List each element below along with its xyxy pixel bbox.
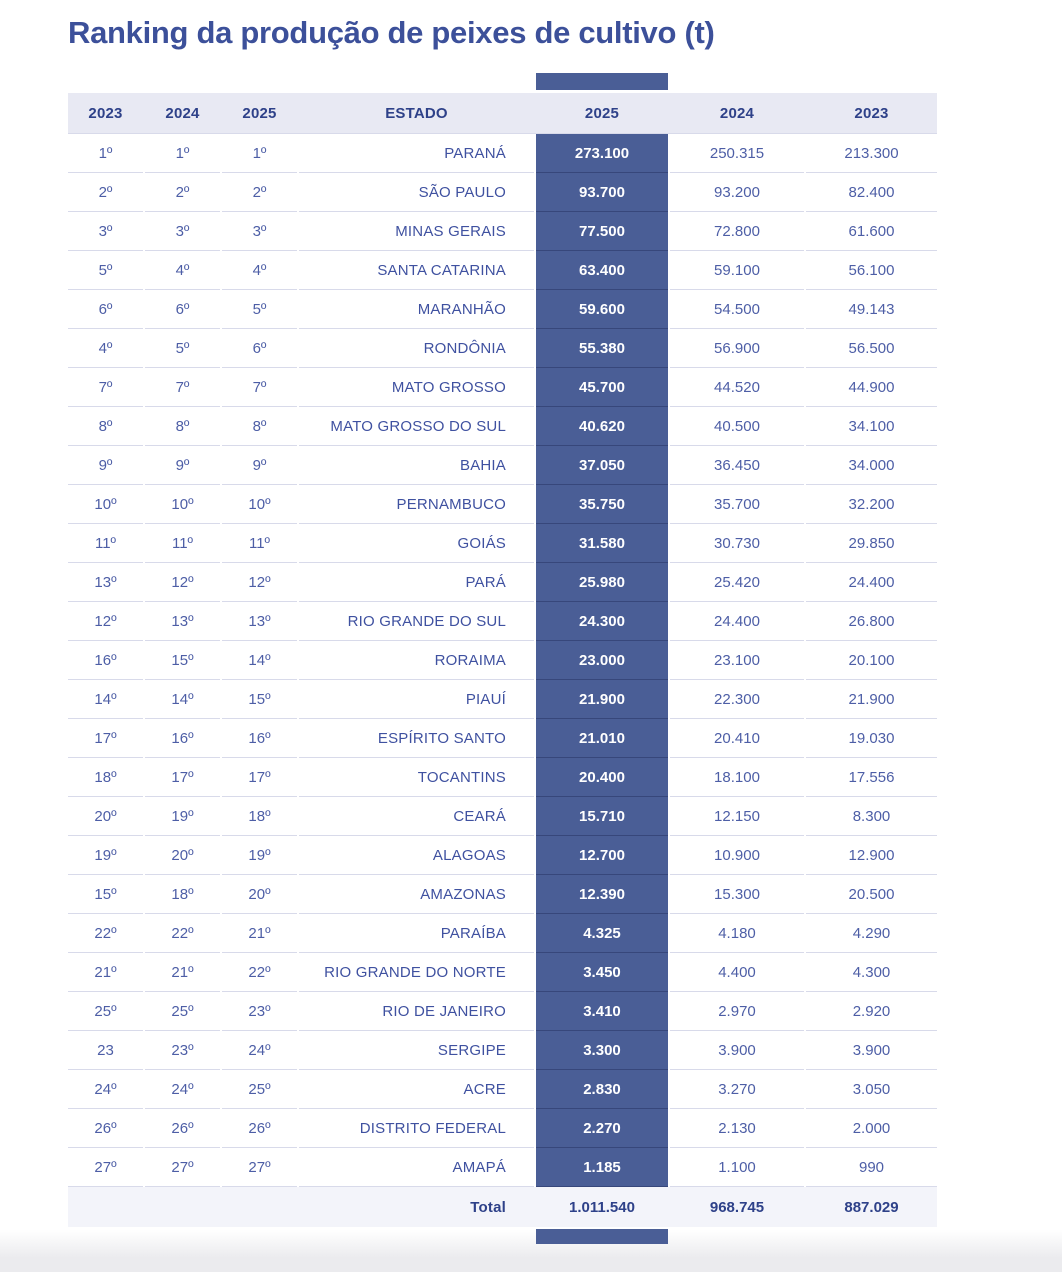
rank-2023-cell: 14º	[68, 680, 143, 719]
value-2024-cell: 250.315	[670, 134, 804, 173]
table-total-row	[68, 1187, 937, 1227]
state-name-cell: RONDÔNIA	[299, 329, 534, 368]
rank-2024-cell: 17º	[145, 758, 220, 797]
rank-2024-cell: 13º	[145, 602, 220, 641]
rank-2025-cell: 22º	[222, 953, 297, 992]
value-2025-cell: 40.620	[536, 407, 668, 446]
value-2025-cell: 4.325	[536, 914, 668, 953]
value-2025-cell: 273.100	[536, 134, 668, 173]
rank-2024-cell: 5º	[145, 329, 220, 368]
header-rank-2025: 2025	[242, 104, 277, 122]
value-2025-cell: 2.270	[536, 1109, 668, 1148]
rank-2024-cell: 27º	[145, 1148, 220, 1187]
value-2023-cell: 20.100	[806, 641, 937, 680]
state-name-cell: PARANÁ	[299, 134, 534, 173]
value-2023-cell: 44.900	[806, 368, 937, 407]
rank-2025-cell: 24º	[222, 1031, 297, 1070]
state-name-cell: GOIÁS	[299, 524, 534, 563]
table-row	[68, 836, 937, 875]
rank-2025-cell: 17º	[222, 758, 297, 797]
rank-2025-cell: 19º	[222, 836, 297, 875]
value-2025-cell: 3.410	[536, 992, 668, 1031]
header-rank-2023: 2023	[88, 104, 123, 122]
value-2025-cell: 2.830	[536, 1070, 668, 1109]
value-2024-cell: 10.900	[670, 836, 804, 875]
value-2024-cell: 4.400	[670, 953, 804, 992]
value-2025-cell: 3.450	[536, 953, 668, 992]
state-name-cell: PARAÍBA	[299, 914, 534, 953]
value-2023-cell: 4.300	[806, 953, 937, 992]
rank-2025-cell: 13º	[222, 602, 297, 641]
rank-2024-cell: 14º	[145, 680, 220, 719]
value-2025-cell: 37.050	[536, 446, 668, 485]
value-2023-cell: 3.050	[806, 1070, 937, 1109]
table-row	[68, 173, 937, 212]
value-2024-cell: 18.100	[670, 758, 804, 797]
value-2023-cell: 29.850	[806, 524, 937, 563]
table-header-row	[68, 93, 937, 134]
rank-2025-cell: 7º	[222, 368, 297, 407]
header-rank-2024: 2024	[165, 104, 200, 122]
value-2023-cell: 19.030	[806, 719, 937, 758]
value-2023-cell: 990	[806, 1148, 937, 1187]
value-2023-cell: 34.100	[806, 407, 937, 446]
state-name-cell: TOCANTINS	[299, 758, 534, 797]
rank-2023-cell: 26º	[68, 1109, 143, 1148]
rank-2024-cell: 22º	[145, 914, 220, 953]
rank-2025-cell: 18º	[222, 797, 297, 836]
rank-2024-cell: 12º	[145, 563, 220, 602]
value-2025-cell: 31.580	[536, 524, 668, 563]
value-2024-cell: 24.400	[670, 602, 804, 641]
state-name-cell: BAHIA	[299, 446, 534, 485]
rank-2025-cell: 23º	[222, 992, 297, 1031]
rank-2023-cell: 12º	[68, 602, 143, 641]
value-2025-cell: 63.400	[536, 251, 668, 290]
value-2025-cell: 12.700	[536, 836, 668, 875]
value-2025-cell: 77.500	[536, 212, 668, 251]
table-row	[68, 602, 937, 641]
table-row	[68, 134, 937, 173]
rank-2025-cell: 5º	[222, 290, 297, 329]
state-name-cell: DISTRITO FEDERAL	[299, 1109, 534, 1148]
rank-2023-cell: 16º	[68, 641, 143, 680]
highlight-column-top-cap	[536, 73, 668, 90]
rank-2025-cell: 1º	[222, 134, 297, 173]
value-2025-cell: 93.700	[536, 173, 668, 212]
rank-2024-cell: 11º	[145, 524, 220, 563]
value-2023-cell: 2.920	[806, 992, 937, 1031]
rank-2023-cell: 20º	[68, 797, 143, 836]
rank-2024-cell: 25º	[145, 992, 220, 1031]
rank-2025-cell: 15º	[222, 680, 297, 719]
rank-2025-cell: 6º	[222, 329, 297, 368]
value-2023-cell: 17.556	[806, 758, 937, 797]
value-2024-cell: 30.730	[670, 524, 804, 563]
rank-2025-cell: 4º	[222, 251, 297, 290]
value-2024-cell: 23.100	[670, 641, 804, 680]
table-row	[68, 641, 937, 680]
value-2024-cell: 2.970	[670, 992, 804, 1031]
total-empty-rank-2025	[222, 1187, 297, 1227]
total-empty-rank-2024	[145, 1187, 220, 1227]
state-name-cell: AMAPÁ	[299, 1148, 534, 1187]
total-value-2025: 1.011.540	[569, 1198, 635, 1216]
state-name-cell: CEARÁ	[299, 797, 534, 836]
rank-2023-cell: 4º	[68, 329, 143, 368]
value-2025-cell: 15.710	[536, 797, 668, 836]
rank-2023-cell: 7º	[68, 368, 143, 407]
table-row	[68, 485, 937, 524]
value-2025-cell: 23.000	[536, 641, 668, 680]
state-name-cell: ACRE	[299, 1070, 534, 1109]
state-name-cell: RIO GRANDE DO NORTE	[299, 953, 534, 992]
table-row	[68, 212, 937, 251]
value-2023-cell: 32.200	[806, 485, 937, 524]
rank-2025-cell: 11º	[222, 524, 297, 563]
rank-2024-cell: 8º	[145, 407, 220, 446]
table-row	[68, 407, 937, 446]
table-row	[68, 563, 937, 602]
rank-2023-cell: 23	[68, 1031, 143, 1070]
rank-2025-cell: 14º	[222, 641, 297, 680]
value-2023-cell: 61.600	[806, 212, 937, 251]
rank-2023-cell: 2º	[68, 173, 143, 212]
value-2024-cell: 59.100	[670, 251, 804, 290]
value-2024-cell: 4.180	[670, 914, 804, 953]
ranking-table	[68, 93, 937, 1227]
value-2024-cell: 3.900	[670, 1031, 804, 1070]
value-2025-cell: 20.400	[536, 758, 668, 797]
table-row	[68, 680, 937, 719]
value-2023-cell: 49.143	[806, 290, 937, 329]
rank-2023-cell: 19º	[68, 836, 143, 875]
state-name-cell: PERNAMBUCO	[299, 485, 534, 524]
value-2025-cell: 55.380	[536, 329, 668, 368]
value-2024-cell: 40.500	[670, 407, 804, 446]
value-2023-cell: 24.400	[806, 563, 937, 602]
rank-2025-cell: 12º	[222, 563, 297, 602]
value-2024-cell: 3.270	[670, 1070, 804, 1109]
table-row	[68, 1031, 937, 1070]
state-name-cell: ESPÍRITO SANTO	[299, 719, 534, 758]
rank-2025-cell: 25º	[222, 1070, 297, 1109]
rank-2024-cell: 3º	[145, 212, 220, 251]
value-2024-cell: 44.520	[670, 368, 804, 407]
rank-2024-cell: 7º	[145, 368, 220, 407]
value-2023-cell: 34.000	[806, 446, 937, 485]
state-name-cell: SÃO PAULO	[299, 173, 534, 212]
rank-2025-cell: 9º	[222, 446, 297, 485]
header-value-2024: 2024	[719, 104, 755, 122]
rank-2023-cell: 3º	[68, 212, 143, 251]
value-2023-cell: 2.000	[806, 1109, 937, 1148]
value-2024-cell: 36.450	[670, 446, 804, 485]
rank-2023-cell: 1º	[68, 134, 143, 173]
value-2024-cell: 56.900	[670, 329, 804, 368]
rank-2024-cell: 9º	[145, 446, 220, 485]
value-2023-cell: 8.300	[806, 797, 937, 836]
value-2023-cell: 20.500	[806, 875, 937, 914]
table-row	[68, 875, 937, 914]
rank-2025-cell: 16º	[222, 719, 297, 758]
rank-2024-cell: 10º	[145, 485, 220, 524]
rank-2023-cell: 17º	[68, 719, 143, 758]
rank-2023-cell: 24º	[68, 1070, 143, 1109]
header-estado: ESTADO	[385, 104, 448, 122]
state-name-cell: MARANHÃO	[299, 290, 534, 329]
rank-2024-cell: 18º	[145, 875, 220, 914]
rank-2025-cell: 3º	[222, 212, 297, 251]
state-name-cell: RIO DE JANEIRO	[299, 992, 534, 1031]
value-2025-cell: 24.300	[536, 602, 668, 641]
rank-2023-cell: 15º	[68, 875, 143, 914]
value-2024-cell: 22.300	[670, 680, 804, 719]
value-2024-cell: 72.800	[670, 212, 804, 251]
value-2025-cell: 21.900	[536, 680, 668, 719]
table-row	[68, 524, 937, 563]
table-row	[68, 953, 937, 992]
rank-2023-cell: 9º	[68, 446, 143, 485]
value-2025-cell: 3.300	[536, 1031, 668, 1070]
table-body	[68, 134, 937, 1187]
value-2025-cell: 21.010	[536, 719, 668, 758]
state-name-cell: SANTA CATARINA	[299, 251, 534, 290]
table-row	[68, 290, 937, 329]
total-value-2023: 887.029	[844, 1198, 899, 1216]
total-label: Total	[470, 1198, 506, 1216]
state-name-cell: ALAGOAS	[299, 836, 534, 875]
state-name-cell: AMAZONAS	[299, 875, 534, 914]
total-value-2024: 968.745	[709, 1198, 765, 1216]
rank-2023-cell: 13º	[68, 563, 143, 602]
state-name-cell: MINAS GERAIS	[299, 212, 534, 251]
table-row	[68, 251, 937, 290]
rank-2024-cell: 6º	[145, 290, 220, 329]
rank-2023-cell: 25º	[68, 992, 143, 1031]
value-2024-cell: 35.700	[670, 485, 804, 524]
value-2024-cell: 25.420	[670, 563, 804, 602]
table-row	[68, 329, 937, 368]
header-value-2023: 2023	[854, 104, 889, 122]
table-row	[68, 368, 937, 407]
total-empty-rank-2023	[68, 1187, 143, 1227]
value-2025-cell: 59.600	[536, 290, 668, 329]
state-name-cell: PIAUÍ	[299, 680, 534, 719]
rank-2025-cell: 8º	[222, 407, 297, 446]
rank-2024-cell: 16º	[145, 719, 220, 758]
value-2024-cell: 1.100	[670, 1148, 804, 1187]
value-2023-cell: 56.100	[806, 251, 937, 290]
table-row	[68, 1148, 937, 1187]
rank-2025-cell: 20º	[222, 875, 297, 914]
value-2023-cell: 21.900	[806, 680, 937, 719]
value-2023-cell: 82.400	[806, 173, 937, 212]
rank-2024-cell: 24º	[145, 1070, 220, 1109]
value-2023-cell: 3.900	[806, 1031, 937, 1070]
value-2023-cell: 4.290	[806, 914, 937, 953]
value-2025-cell: 45.700	[536, 368, 668, 407]
table-row	[68, 914, 937, 953]
state-name-cell: MATO GROSSO	[299, 368, 534, 407]
value-2025-cell: 35.750	[536, 485, 668, 524]
value-2025-cell: 25.980	[536, 563, 668, 602]
rank-2023-cell: 10º	[68, 485, 143, 524]
value-2024-cell: 12.150	[670, 797, 804, 836]
value-2023-cell: 56.500	[806, 329, 937, 368]
rank-2025-cell: 21º	[222, 914, 297, 953]
rank-2024-cell: 20º	[145, 836, 220, 875]
value-2024-cell: 15.300	[670, 875, 804, 914]
rank-2024-cell: 26º	[145, 1109, 220, 1148]
value-2023-cell: 213.300	[806, 134, 937, 173]
rank-2023-cell: 8º	[68, 407, 143, 446]
state-name-cell: SERGIPE	[299, 1031, 534, 1070]
state-name-cell: MATO GROSSO DO SUL	[299, 407, 534, 446]
value-2024-cell: 93.200	[670, 173, 804, 212]
rank-2023-cell: 21º	[68, 953, 143, 992]
value-2025-cell: 12.390	[536, 875, 668, 914]
value-2024-cell: 54.500	[670, 290, 804, 329]
rank-2023-cell: 22º	[68, 914, 143, 953]
state-name-cell: RIO GRANDE DO SUL	[299, 602, 534, 641]
rank-2025-cell: 10º	[222, 485, 297, 524]
rank-2025-cell: 27º	[222, 1148, 297, 1187]
table-row	[68, 446, 937, 485]
value-2023-cell: 12.900	[806, 836, 937, 875]
rank-2023-cell: 5º	[68, 251, 143, 290]
value-2025-cell: 1.185	[536, 1148, 668, 1187]
page-title: Ranking da produção de peixes de cultivo (t)	[68, 15, 715, 50]
rank-2024-cell: 21º	[145, 953, 220, 992]
rank-2024-cell: 2º	[145, 173, 220, 212]
header-value-2025: 2025	[584, 104, 620, 122]
table-row	[68, 719, 937, 758]
table-row	[68, 992, 937, 1031]
rank-2024-cell: 1º	[145, 134, 220, 173]
value-2023-cell: 26.800	[806, 602, 937, 641]
highlight-column-bottom-cap	[536, 1229, 668, 1244]
rank-2024-cell: 23º	[145, 1031, 220, 1070]
rank-2023-cell: 18º	[68, 758, 143, 797]
rank-2024-cell: 15º	[145, 641, 220, 680]
table-row	[68, 1109, 937, 1148]
state-name-cell: PARÁ	[299, 563, 534, 602]
rank-2024-cell: 4º	[145, 251, 220, 290]
value-2024-cell: 20.410	[670, 719, 804, 758]
rank-2024-cell: 19º	[145, 797, 220, 836]
rank-2025-cell: 2º	[222, 173, 297, 212]
rank-2025-cell: 26º	[222, 1109, 297, 1148]
table-row	[68, 1070, 937, 1109]
table-row	[68, 797, 937, 836]
rank-2023-cell: 6º	[68, 290, 143, 329]
rank-2023-cell: 11º	[68, 524, 143, 563]
table-row	[68, 758, 937, 797]
value-2024-cell: 2.130	[670, 1109, 804, 1148]
rank-2023-cell: 27º	[68, 1148, 143, 1187]
state-name-cell: RORAIMA	[299, 641, 534, 680]
